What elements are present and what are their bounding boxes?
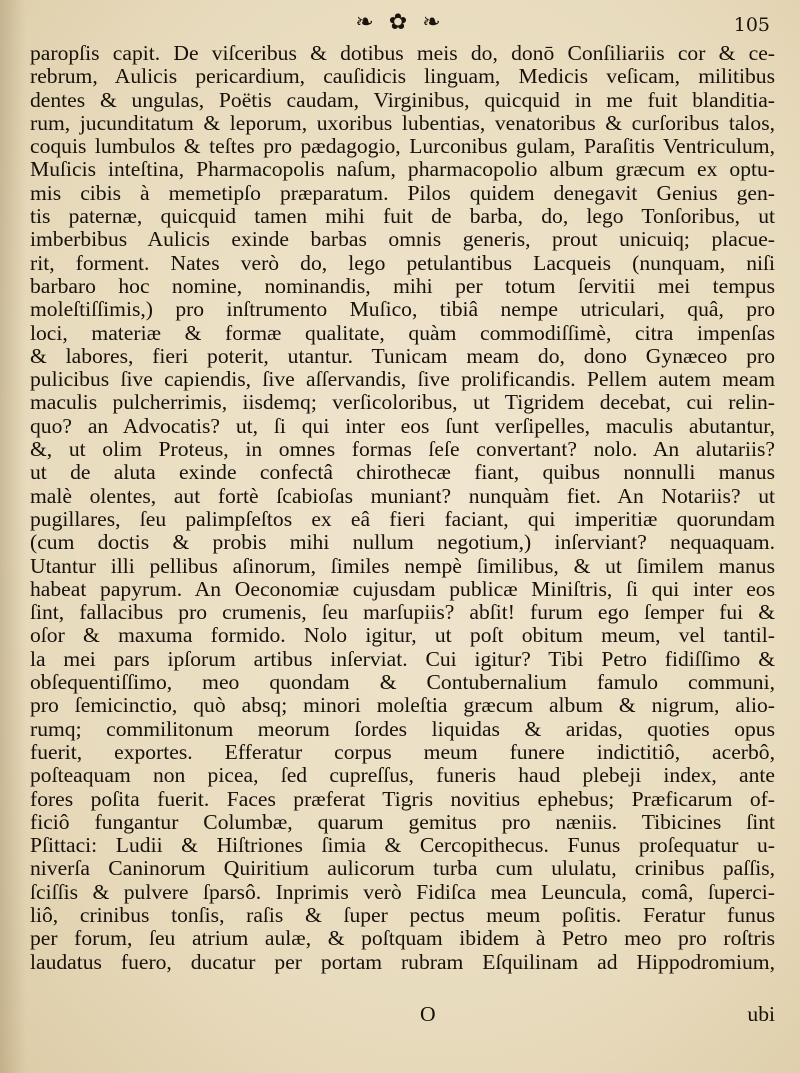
text-line: (cum doctis & probis mihi nullum negotium,) inſerviant? nequaquam. <box>30 531 775 555</box>
text-line: poſteaquam non picea, ſed cupreſſus, funeris haud plebeji index, ante <box>30 764 775 788</box>
text-line: Pſittaci: Ludii & Hiſtriones ſimia & Cercopithecus. Funus proſequatur u- <box>30 834 775 858</box>
page-gutter-shadow <box>0 0 26 1073</box>
text-line: niverſa Caninorum Quiritium aulicorum turba cum ululatu, crinibus paſſis, <box>30 857 775 881</box>
text-line: quo? an Advocatis? ut, ſi qui inter eos ſunt verſipelles, maculis abutantur, <box>30 414 775 438</box>
text-line: Muſicis inteſtina, Pharmacopolis naſum, pharmacopolio album græcum ex optu- <box>30 158 775 182</box>
text-line: ſciſſis & pulvere ſparsô. Inprimis verò Fidiſca mea Leuncula, comâ, ſuperci- <box>30 880 775 904</box>
text-line: liô, crinibus tonſis, raſis & ſuper pectus meum poſitis. Feratur funus <box>30 903 775 927</box>
text-line: la mei pars ipſorum artibus inſerviat. Cui igitur? Tibi Petro fidiſſimo & <box>30 647 775 671</box>
text-line: pulicibus ſive capiendis, ſive aſſervandis, ſive prolificandis. Pellem autem meam <box>30 368 775 392</box>
text-line: &, ut olim Proteus, in omnes formas ſeſe convertant? nolo. An alutariis? <box>30 438 775 462</box>
signature-mark: O <box>420 1002 436 1026</box>
text-line: rebrum, Aulicis pericardium, cauſidicis linguam, Medicis veſicam, militibus <box>30 65 775 89</box>
text-line: Utantur illi pellibus aſinorum, ſimiles nempè ſimilibus, & ut ſimilem manus <box>30 554 775 578</box>
text-line: coquis lumbulos & teſtes pro pædagogio, Lurconibus gulam, Paraſitis Ventriculum, <box>30 135 775 159</box>
catchword: ubi <box>747 1002 775 1026</box>
text-line: oſor & maxuma formido. Nolo igitur, ut poſt obitum meum, vel tantil- <box>30 624 775 648</box>
text-line: tis paternæ, quicquid tamen mihi fuit de barba, do, lego Tonſoribus, ut <box>30 205 775 229</box>
running-header <box>0 10 800 44</box>
text-line: fores poſita fuerit. Faces præferat Tigris novitius ephebus; Præficarum of- <box>30 787 775 811</box>
text-line: pro ſemicinctio, quò absq; minori moleſtia græcum album & nigrum, alio- <box>30 694 775 718</box>
text-line: ſint, fallacibus pro crumenis, ſeu marſupiis? abſit! furum ego ſemper fui & <box>30 601 775 625</box>
text-line: dentes & ungulas, Poëtis caudam, Virginibus, quicquid in me fuit blanditia- <box>30 88 775 112</box>
text-line: malè olentes, aut fortè ſcabioſas muniant? nunquàm fiet. An Notariis? ut <box>30 484 775 508</box>
text-line: per forum, ſeu atrium aulæ, & poſtquam ibidem à Petro meo pro roſtris <box>30 927 775 951</box>
text-line: loci, materiæ & formæ qualitate, quàm commodiſſimè, citra impenſas <box>30 321 775 345</box>
text-line: moleſtiſſimis,) pro inſtrumento Muſico, tibiâ nempe utriculari, quâ, pro <box>30 298 775 322</box>
text-line: barbaro hoc nomine, nominandis, mihi per totum ſervitii mei tempus <box>30 274 775 298</box>
text-line: fuerit, exportes. Efferatur corpus meum funere indictitiô, acerbô, <box>30 740 775 764</box>
text-line: maculis pulcherrimis, iisdemq; verſicoloribus, ut Tigridem decebat, cui relin- <box>30 391 775 415</box>
text-line: laudatus fuero, ducatur per portam rubram Eſquilinam ad Hippodromium, <box>30 950 775 974</box>
page-footer <box>30 1002 775 1028</box>
body-text <box>30 42 775 974</box>
text-line: pugillares, ſeu palimpſeſtos ex eâ fieri faciant, qui imperitiæ quorundam <box>30 507 775 531</box>
text-line: rit, forment. Nates verò do, lego petulantibus Lacqueis (nunquam, niſi <box>30 251 775 275</box>
header-ornament: ❧ ✿ ❧ <box>355 10 445 35</box>
text-line: ut de aluta exinde confectâ chirothecæ fiant, quibus nonnulli manus <box>30 461 775 485</box>
text-line: ficiô fungantur Columbæ, quarum gemitus pro næniis. Tibicines ſint <box>30 810 775 834</box>
text-line: mis cibis à memetipſo præparatum. Pilos quidem denegavit Genius gen- <box>30 181 775 205</box>
page-number: 105 <box>733 14 770 36</box>
text-line: habeat papyrum. An Oeconomiæ cujusdam publicæ Miniſtris, ſi qui inter eos <box>30 577 775 601</box>
text-line: rum, jucunditatum & leporum, uxoribus lubentias, venatoribus & curſoribus talos, <box>30 111 775 135</box>
text-line: rumq; commilitonum meorum ſordes liquidas & aridas, quoties opus <box>30 717 775 741</box>
text-line: paropſis capit. De viſceribus & dotibus meis do, donō Conſiliariis cor & ce- <box>30 42 775 65</box>
text-line: imberbibus Aulicis exinde barbas omnis generis, prout unicuiq; placue- <box>30 228 775 252</box>
text-line: & labores, fieri poterit, utantur. Tunicam meam do, dono Gynæceo pro <box>30 344 775 368</box>
text-line: obſequentiſſimo, meo quondam & Contubernalium famulo communi, <box>30 671 775 695</box>
